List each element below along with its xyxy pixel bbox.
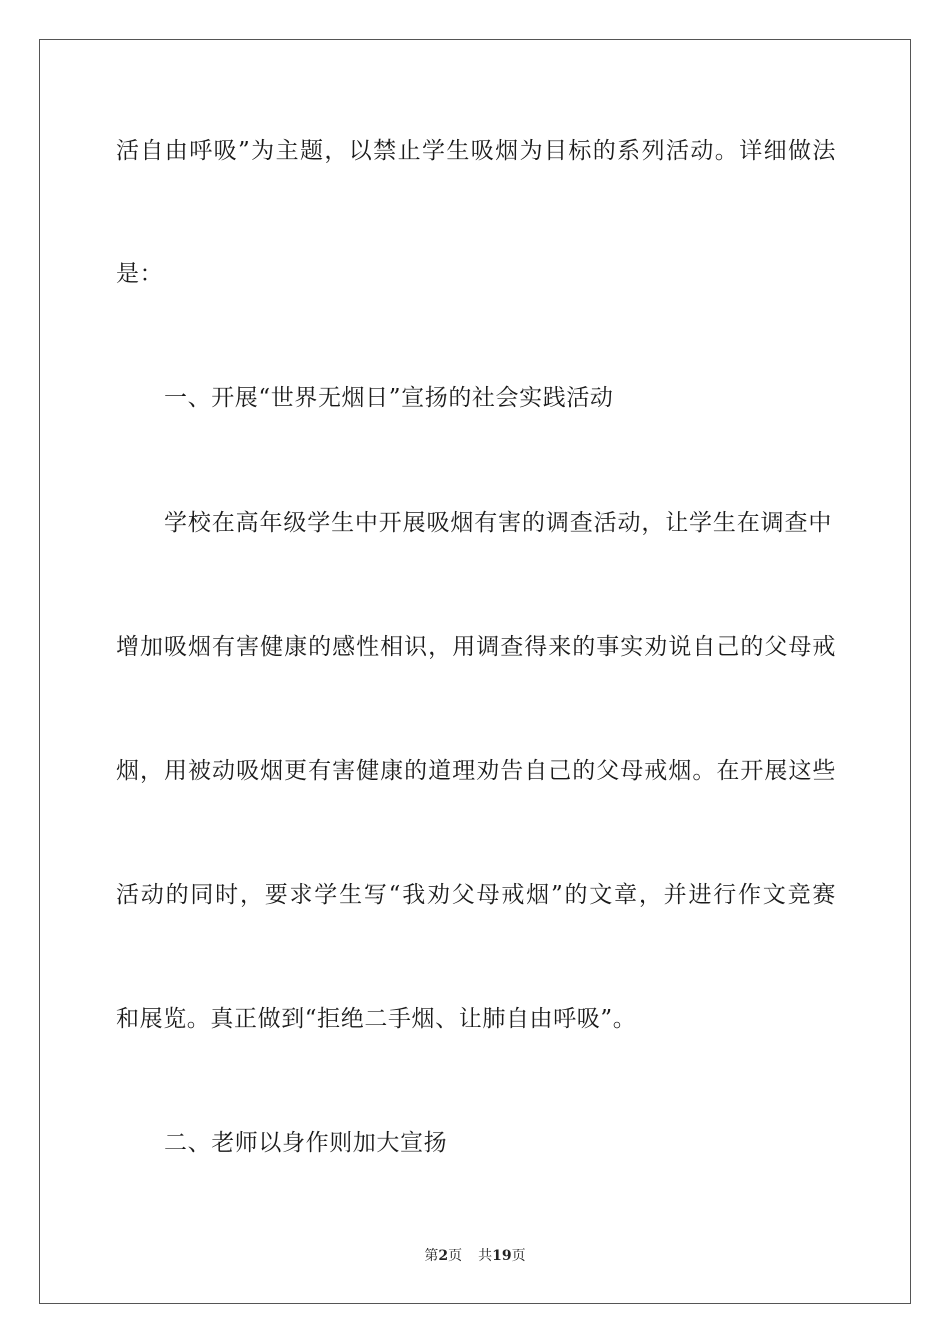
page-number: 2 [438,1248,449,1264]
section-heading-1: 一、开展“世界无烟日”宣扬的社会实践活动 [164,385,614,411]
total-prefix: 共 [478,1248,493,1264]
text-line-1: 活自由呼吸”为主题，以禁止学生吸烟为目标的系列活动。详细做法 [116,138,836,164]
total-pages: 19 [492,1248,512,1264]
text-line-8: 和展览。真正做到“拒绝二手烟、让肺自由呼吸”。 [116,1006,637,1032]
page-prefix: 第 [424,1248,439,1264]
text-line-7: 活动的同时，要求学生写“我劝父母戒烟”的文章，并进行作文竞赛 [116,882,836,908]
text-line-6: 烟，用被动吸烟更有害健康的道理劝告自己的父母戒烟。在开展这些 [116,758,836,784]
page-border [39,39,911,1304]
text-line-4: 学校在高年级学生中开展吸烟有害的调查活动，让学生在调查中 [164,510,832,536]
text-line-5: 增加吸烟有害健康的感性相识，用调查得来的事实劝说自己的父母戒 [116,634,836,660]
total-suffix: 页 [511,1248,526,1264]
page-footer [0,1246,950,1266]
page-suffix: 页 [448,1248,463,1264]
text-line-2: 是： [116,261,164,287]
section-heading-2: 二、老师以身作则加大宣扬 [164,1130,448,1156]
